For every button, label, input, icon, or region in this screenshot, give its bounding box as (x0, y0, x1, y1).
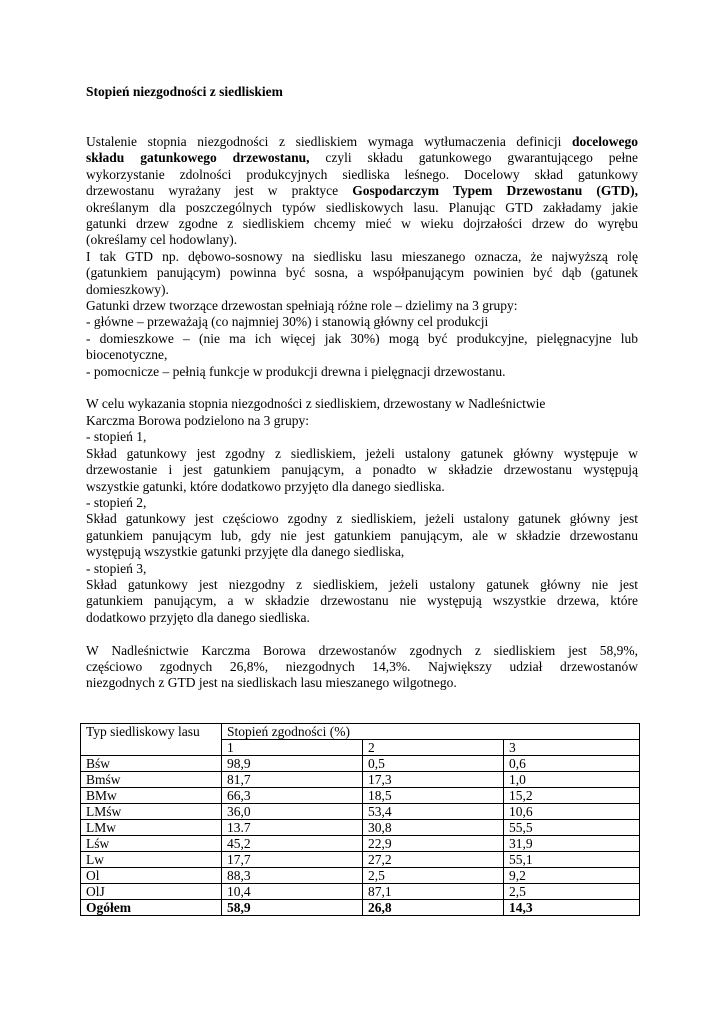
table-row (81, 820, 640, 836)
paragraph-summary (86, 643, 638, 692)
table-cell: 0,5 (363, 756, 504, 772)
table-cell: 2,5 (363, 868, 504, 884)
table-cell: LMw (81, 820, 222, 836)
text-line: określanym dla poszczególnych typów siedliskowych lasu. Planując GTD zakładamy jakie (86, 199, 638, 215)
text-line: gatunkiem panującym, a w składzie drzewostanu nie występują wszystkie drzewa, które (86, 593, 638, 609)
text-line: częściowo zgodnych 26,8%, niezgodnych 14,3%. Największy udział drzewostanów (86, 658, 638, 674)
section-heading: Stopień niezgodności z siedliskiem (86, 84, 283, 99)
table-cell: Bśw (81, 756, 222, 772)
table-cell: Lw (81, 852, 222, 868)
text-line: domieszkowy). (86, 281, 169, 297)
table-cell: 10,6 (504, 804, 640, 820)
table-cell: 26,8 (363, 900, 504, 916)
text-line: biocenotyczne, (86, 347, 168, 363)
table-total-row (81, 900, 640, 916)
text-line: W celu wykazania stopnia niezgodności z siedliskiem, drzewostany w Nadleśnictwie (86, 396, 546, 412)
text-line: Ustalenie stopnia niezgodności z siedliskiem wymaga wytłumaczenia definicji docelowego (86, 134, 638, 149)
text-line: drzewostanu wyrażany jest w praktyce Gospodarczym Typem Drzewostanu (GTD), (86, 183, 638, 199)
text-line: (gatunkiem panującym) powinna być sosna, a współpanującym powinien być dąb (gatunek (86, 265, 638, 281)
list-item: - pomocnicze – pełnią funkcje w produkcji drewna i pielęgnacji drzewostanu. (86, 363, 506, 379)
table-row (81, 884, 640, 900)
paragraph-definitions (86, 134, 638, 380)
table-header-cell: 3 (504, 740, 640, 756)
table-cell: 2,5 (504, 884, 640, 900)
list-item: - stopień 1, (86, 429, 147, 445)
text-line: I tak GTD np. dębowo-sosnowy na siedlisku lasu mieszanego oznacza, że najwyższą rolę (86, 248, 638, 264)
table-row (81, 868, 640, 884)
table-row (81, 852, 640, 868)
table-cell: 9,2 (504, 868, 640, 884)
compatibility-table (80, 723, 640, 916)
table-cell: OlJ (81, 884, 222, 900)
table-cell: 17,3 (363, 772, 504, 788)
table-cell: 36,0 (222, 804, 363, 820)
table-cell: 55,1 (504, 852, 640, 868)
text-line: dodatkowo przyjęto dla danego siedliska. (86, 609, 310, 625)
list-item: - domieszkowe – (nie ma ich więcej jak 30%) mogą być produkcyjne, pielęgnacyjne lub (86, 330, 638, 346)
table-cell: 58,9 (222, 900, 363, 916)
table-cell: 53,4 (363, 804, 504, 820)
table-cell: Bmśw (81, 772, 222, 788)
table-row (81, 804, 640, 820)
table-cell: 66,3 (222, 788, 363, 804)
paragraph-grades (86, 396, 638, 626)
table-header-cell: 2 (363, 740, 504, 756)
table-cell: 17,7 (222, 852, 363, 868)
list-item: - stopień 3, (86, 560, 147, 576)
text-line: Skład gatunkowy jest niezgodny z siedliskiem, jeżeli ustalony gatunek główny nie jest (86, 576, 638, 592)
table-cell: 98,9 (222, 756, 363, 772)
table-row (81, 772, 640, 788)
table-cell: 22,9 (363, 836, 504, 852)
table-cell: BMw (81, 788, 222, 804)
table-cell: 31,9 (504, 836, 640, 852)
table-cell: 88,3 (222, 868, 363, 884)
table-cell: Lśw (81, 836, 222, 852)
table-header-row (81, 724, 640, 740)
table-cell: 81,7 (222, 772, 363, 788)
table-header-cell: Typ siedliskowy lasu (81, 724, 222, 756)
text-line: gatunki drzew zgodne z siedliskiem chcemy mieć w wieku dojrzałości drzew do wyrębu (86, 216, 638, 232)
table-header-cell: Stopień zgodności (%) (222, 724, 640, 740)
text-line: (określamy cel hodowlany). (86, 232, 238, 248)
text-line: drzewostanie i jest gatunkiem panującym, a ponadto w składzie drzewostanu występują (86, 462, 638, 478)
list-item: - główne – przeważają (co najmniej 30%) i stanowią główny cel produkcji (86, 314, 489, 330)
text-line: wykorzystanie zdolności produkcyjnych siedliska leśnego. Docelowy skład gatunkowy (86, 166, 638, 182)
table-cell: 15,2 (504, 788, 640, 804)
table-cell: 45,2 (222, 836, 363, 852)
table-cell: 14,3 (504, 900, 640, 916)
table-cell: 18,5 (363, 788, 504, 804)
text-line: występują wszystkie gatunki przyjęte dla danego siedliska, (86, 544, 405, 560)
table-cell: 55,5 (504, 820, 640, 836)
table-cell: 1,0 (504, 772, 640, 788)
text-line: Skład gatunkowy jest zgodny z siedliskiem, jeżeli ustalony gatunek główny występuje w (86, 445, 638, 461)
list-item: - stopień 2, (86, 494, 147, 510)
document-body (86, 134, 638, 692)
text-line: gatunkiem panującym lub, gdy nie jest gatunkiem panującym, ale w składzie drzewostanu (86, 527, 638, 543)
text-line: Karczma Borowa podzielono na 3 grupy: (86, 412, 310, 428)
text-line: składu gatunkowego drzewostanu, czyli składu gatunkowego gwarantującego pełne (86, 150, 638, 166)
table-cell: 87,1 (363, 884, 504, 900)
text-line: W Nadleśnictwie Karczma Borowa drzewostanów zgodnych z siedliskiem jest 58,9%, (86, 642, 638, 658)
text-line: Gatunki drzew tworzące drzewostan spełniają różne role – dzielimy na 3 grupy: (86, 298, 518, 314)
table-row (81, 756, 640, 772)
text-line: Skład gatunkowy jest częściowo zgodny z siedliskiem, jeżeli ustalony gatunek główny jest (86, 511, 638, 527)
text-line: wszystkie gatunki, które dodatkowo przyjęto dla danego siedliska. (86, 478, 445, 494)
table-row (81, 836, 640, 852)
table-cell: 30,8 (363, 820, 504, 836)
table-cell: LMśw (81, 804, 222, 820)
text-line: niezgodnych z GTD jest na siedliskach lasu mieszanego wilgotnego. (86, 675, 457, 691)
table-row (81, 788, 640, 804)
table-cell: 13.7 (222, 820, 363, 836)
table-cell: Ogółem (81, 900, 222, 916)
table-cell: Ol (81, 868, 222, 884)
table-cell: 0,6 (504, 756, 640, 772)
table-header-cell: 1 (222, 740, 363, 756)
table-cell: 10,4 (222, 884, 363, 900)
table-cell: 27,2 (363, 852, 504, 868)
